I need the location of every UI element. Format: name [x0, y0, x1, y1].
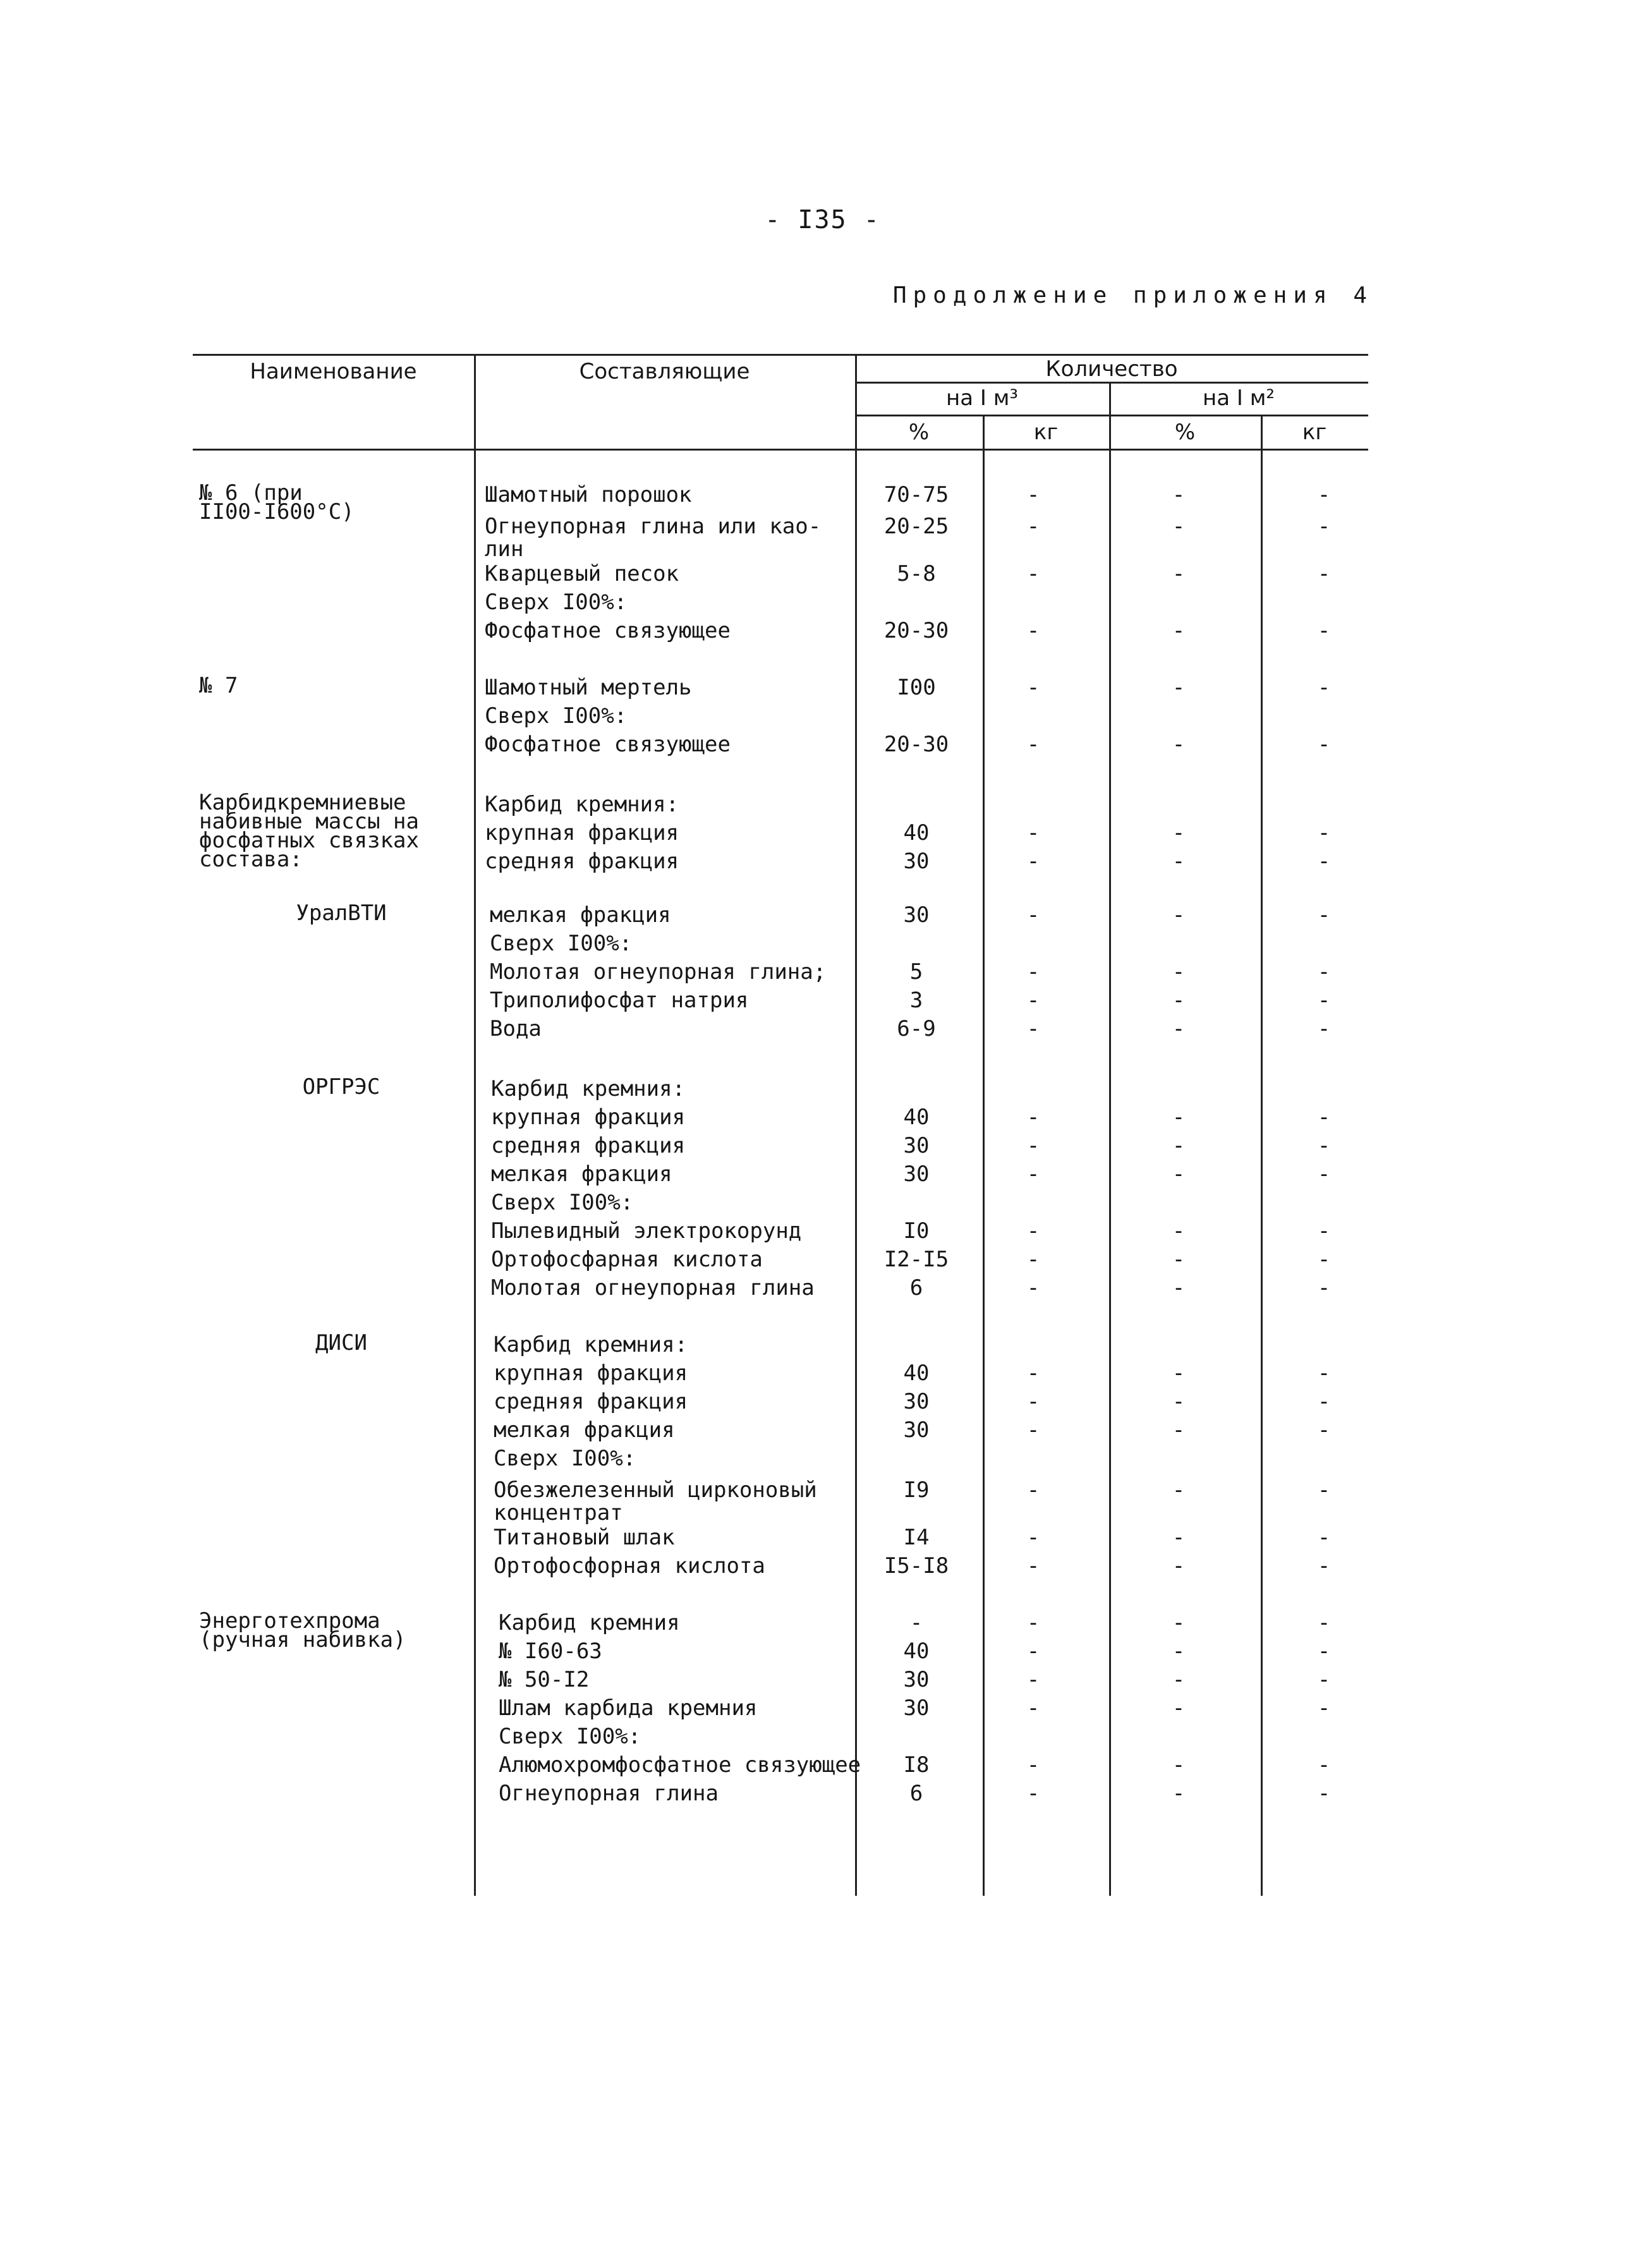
kg-m3-cell: -	[1026, 561, 1040, 586]
component-cell: мелкая фракция	[494, 1417, 675, 1443]
quantity-rule	[855, 382, 1368, 384]
component-cell: Карбид кремния:	[494, 1332, 688, 1357]
percent-m2-cell: -	[1172, 675, 1186, 700]
kg-m2-cell: -	[1317, 561, 1331, 586]
component-cell: Молотая огнеупорная глина	[491, 1275, 815, 1301]
header-per-m2: на I м²	[1203, 385, 1275, 411]
percent-m2-cell: -	[1172, 1247, 1186, 1272]
kg-m3-cell: -	[1026, 1553, 1040, 1579]
page-number: - I35 -	[765, 205, 880, 234]
unit-rule	[855, 415, 1368, 416]
kg-m3-cell: -	[1026, 1525, 1040, 1550]
kg-m2-cell: -	[1317, 988, 1331, 1013]
percent-m2-cell: -	[1172, 1639, 1186, 1664]
kg-m2-cell: -	[1317, 1525, 1331, 1550]
composition-table	[193, 354, 1368, 1896]
header-name: Наименование	[250, 359, 417, 384]
group-name: № 7	[199, 673, 238, 698]
kg-m2-cell: -	[1317, 1389, 1331, 1414]
component-cell: Карбид кремния	[499, 1610, 680, 1635]
percent-m2-cell: -	[1172, 1610, 1186, 1635]
component-cell: крупная фракция	[485, 820, 679, 846]
percent-m2-cell: -	[1172, 618, 1186, 643]
kg-m3-cell: -	[1026, 1781, 1040, 1806]
component-cell: Сверх I00%:	[499, 1724, 641, 1749]
percent-cell: I0	[903, 1218, 930, 1244]
percent-cell: I00	[897, 675, 936, 700]
kg-m3-cell: -	[1026, 1695, 1040, 1721]
table-top-rule	[193, 354, 1368, 356]
component-cell: Ортофосфорная кислота	[494, 1553, 765, 1579]
component-cell: средняя фракция	[485, 849, 679, 874]
kg-m2-cell: -	[1317, 1275, 1331, 1301]
percent-m2-cell: -	[1172, 849, 1186, 874]
percent-cell: -	[909, 1610, 923, 1635]
kg-m3-cell: -	[1026, 1133, 1040, 1158]
component-cell: Шамотный порошок	[485, 482, 692, 507]
component-cell: Обезжелезенный цирконовый концентрат	[494, 1477, 817, 1525]
percent-cell: 30	[903, 1667, 930, 1692]
percent-cell: 40	[903, 1105, 930, 1130]
percent-m2-cell: -	[1172, 902, 1186, 928]
header-kg-m2: кг	[1302, 420, 1327, 445]
percent-cell: 6	[909, 1275, 923, 1301]
kg-m2-cell: -	[1317, 1752, 1331, 1778]
kg-m3-cell: -	[1026, 959, 1040, 985]
component-cell: Огнеупорная глина или као- лин	[485, 514, 822, 562]
component-cell: Сверх I00%:	[485, 590, 628, 615]
kg-m3-cell: -	[1026, 1417, 1040, 1443]
kg-m3-cell: -	[1026, 820, 1040, 846]
component-cell: Фосфатное связующее	[485, 618, 731, 643]
percent-m2-cell: -	[1172, 959, 1186, 985]
percent-m2-cell: -	[1172, 1275, 1186, 1301]
component-cell: Титановый шлак	[494, 1525, 675, 1550]
percent-cell: 5-8	[897, 561, 936, 586]
percent-m2-cell: -	[1172, 1417, 1186, 1443]
kg-m2-cell: -	[1317, 1218, 1331, 1244]
kg-m3-cell: -	[1026, 849, 1040, 874]
kg-m3-cell: -	[1026, 1477, 1040, 1503]
kg-m3-cell: -	[1026, 618, 1040, 643]
kg-m3-cell: -	[1026, 1752, 1040, 1778]
component-cell: № 50-I2	[499, 1667, 590, 1692]
percent-m2-cell: -	[1172, 1781, 1186, 1806]
kg-m3-cell: -	[1026, 675, 1040, 700]
component-cell: Фосфатное связующее	[485, 732, 731, 757]
percent-cell: 30	[903, 1417, 930, 1443]
component-cell: Алюмохромфосфатное связующее	[499, 1752, 861, 1778]
kg-m2-cell: -	[1317, 1133, 1331, 1158]
component-cell: Сверх I00%:	[494, 1446, 636, 1471]
percent-m2-cell: -	[1172, 1133, 1186, 1158]
kg-m3-cell: -	[1026, 732, 1040, 757]
component-cell: Триполифосфат натрия	[490, 988, 749, 1013]
component-cell: Сверх I00%:	[491, 1190, 634, 1215]
header-per-m3: на I м³	[946, 385, 1018, 411]
percent-m2-cell: -	[1172, 1016, 1186, 1041]
kg-m2-cell: -	[1317, 1695, 1331, 1721]
percent-m2-cell: -	[1172, 1105, 1186, 1130]
percent-m2-cell: -	[1172, 988, 1186, 1013]
percent-m2-cell: -	[1172, 1525, 1186, 1550]
percent-m2-cell: -	[1172, 1667, 1186, 1692]
component-cell: Шамотный мертель	[485, 675, 692, 700]
percent-cell: 30	[903, 1133, 930, 1158]
percent-cell: 40	[903, 820, 930, 846]
kg-m2-cell: -	[1317, 1417, 1331, 1443]
percent-m2-cell: -	[1172, 820, 1186, 846]
kg-m3-cell: -	[1026, 1016, 1040, 1041]
percent-cell: I9	[903, 1477, 930, 1503]
component-cell: Огнеупорная глина	[499, 1781, 719, 1806]
kg-m3-cell: -	[1026, 1105, 1040, 1130]
col-divider-4	[1109, 382, 1111, 1896]
header-kg-m3: кг	[1033, 420, 1059, 445]
col-divider-3	[983, 415, 985, 1896]
percent-cell: 5	[909, 959, 923, 985]
col-divider-5	[1261, 415, 1263, 1896]
kg-m2-cell: -	[1317, 618, 1331, 643]
kg-m2-cell: -	[1317, 732, 1331, 757]
percent-m2-cell: -	[1172, 1361, 1186, 1386]
kg-m3-cell: -	[1026, 514, 1040, 539]
kg-m3-cell: -	[1026, 1361, 1040, 1386]
kg-m2-cell: -	[1317, 514, 1331, 539]
percent-m2-cell: -	[1172, 1218, 1186, 1244]
percent-cell: 3	[909, 988, 923, 1013]
kg-m3-cell: -	[1026, 1639, 1040, 1664]
percent-m2-cell: -	[1172, 1161, 1186, 1187]
component-cell: Молотая огнеупорная глина;	[490, 959, 827, 985]
kg-m2-cell: -	[1317, 1105, 1331, 1130]
component-cell: средняя фракция	[491, 1133, 686, 1158]
header-percent-m3: %	[908, 420, 930, 445]
kg-m2-cell: -	[1317, 1247, 1331, 1272]
kg-m2-cell: -	[1317, 959, 1331, 985]
kg-m3-cell: -	[1026, 1389, 1040, 1414]
percent-cell: 20-25	[883, 514, 949, 539]
component-cell: мелкая фракция	[491, 1161, 672, 1187]
component-cell: Шлам карбида кремния	[499, 1695, 758, 1721]
header-components: Составляющие	[579, 359, 750, 384]
kg-m2-cell: -	[1317, 849, 1331, 874]
kg-m2-cell: -	[1317, 675, 1331, 700]
group-name: УралВТИ	[296, 901, 387, 926]
kg-m3-cell: -	[1026, 482, 1040, 507]
percent-m2-cell: -	[1172, 1389, 1186, 1414]
kg-m3-cell: -	[1026, 1161, 1040, 1187]
kg-m2-cell: -	[1317, 1361, 1331, 1386]
kg-m2-cell: -	[1317, 1161, 1331, 1187]
group-name: № 6 (при II00-I600°C)	[199, 480, 355, 525]
kg-m3-cell: -	[1026, 1275, 1040, 1301]
percent-cell: 20-30	[883, 732, 949, 757]
percent-cell: 70-75	[883, 482, 949, 507]
percent-m2-cell: -	[1172, 1477, 1186, 1503]
component-cell: Пылевидный электрокорунд	[491, 1218, 802, 1244]
percent-cell: 20-30	[883, 618, 949, 643]
component-cell: крупная фракция	[491, 1105, 686, 1130]
percent-cell: 40	[903, 1639, 930, 1664]
component-cell: мелкая фракция	[490, 902, 671, 928]
col-divider-1	[474, 354, 476, 1896]
group-name: ОРГРЭС	[302, 1074, 380, 1100]
percent-cell: 40	[903, 1361, 930, 1386]
group-name: ДИСИ	[315, 1330, 367, 1355]
component-cell: Кварцевый песок	[485, 561, 679, 586]
continuation-title: Продолжение приложения 4	[892, 282, 1373, 308]
header-quantity: Количество	[1045, 356, 1178, 382]
percent-cell: 6-9	[897, 1016, 936, 1041]
component-cell: Ортофосфарная кислота	[491, 1247, 763, 1272]
percent-cell: 30	[903, 849, 930, 874]
kg-m2-cell: -	[1317, 1639, 1331, 1664]
percent-m2-cell: -	[1172, 514, 1186, 539]
percent-cell: 30	[903, 1389, 930, 1414]
percent-cell: 30	[903, 1695, 930, 1721]
kg-m3-cell: -	[1026, 1247, 1040, 1272]
component-cell: средняя фракция	[494, 1389, 688, 1414]
kg-m2-cell: -	[1317, 902, 1331, 928]
percent-cell: 30	[903, 1161, 930, 1187]
percent-cell: I5-I8	[883, 1553, 949, 1579]
percent-m2-cell: -	[1172, 1695, 1186, 1721]
percent-cell: I8	[903, 1752, 930, 1778]
component-cell: Вода	[490, 1016, 542, 1041]
kg-m2-cell: -	[1317, 1553, 1331, 1579]
percent-m2-cell: -	[1172, 1752, 1186, 1778]
percent-m2-cell: -	[1172, 1553, 1186, 1579]
kg-m3-cell: -	[1026, 1218, 1040, 1244]
kg-m2-cell: -	[1317, 1610, 1331, 1635]
percent-cell: I4	[903, 1525, 930, 1550]
kg-m3-cell: -	[1026, 1667, 1040, 1692]
percent-cell: I2-I5	[883, 1247, 949, 1272]
kg-m2-cell: -	[1317, 820, 1331, 846]
kg-m3-cell: -	[1026, 988, 1040, 1013]
kg-m3-cell: -	[1026, 1610, 1040, 1635]
percent-cell: 6	[909, 1781, 923, 1806]
kg-m3-cell: -	[1026, 902, 1040, 928]
header-percent-m2: %	[1174, 420, 1196, 445]
kg-m2-cell: -	[1317, 482, 1331, 507]
component-cell: № I60-63	[499, 1639, 602, 1664]
kg-m2-cell: -	[1317, 1781, 1331, 1806]
component-cell: крупная фракция	[494, 1361, 688, 1386]
component-cell: Карбид кремния:	[485, 792, 679, 817]
kg-m2-cell: -	[1317, 1667, 1331, 1692]
header-bottom-rule	[193, 449, 1368, 451]
group-name: Энерготехпрома (ручная набивка)	[199, 1608, 406, 1652]
percent-cell: 30	[903, 902, 930, 928]
kg-m2-cell: -	[1317, 1477, 1331, 1503]
component-cell: Карбид кремния:	[491, 1076, 686, 1101]
percent-m2-cell: -	[1172, 482, 1186, 507]
component-cell: Сверх I00%:	[485, 703, 628, 729]
percent-m2-cell: -	[1172, 732, 1186, 757]
percent-m2-cell: -	[1172, 561, 1186, 586]
component-cell: Сверх I00%:	[490, 931, 633, 956]
group-name: Карбидкремниевые набивные массы на фосфатных связках состава:	[199, 790, 419, 872]
kg-m2-cell: -	[1317, 1016, 1331, 1041]
